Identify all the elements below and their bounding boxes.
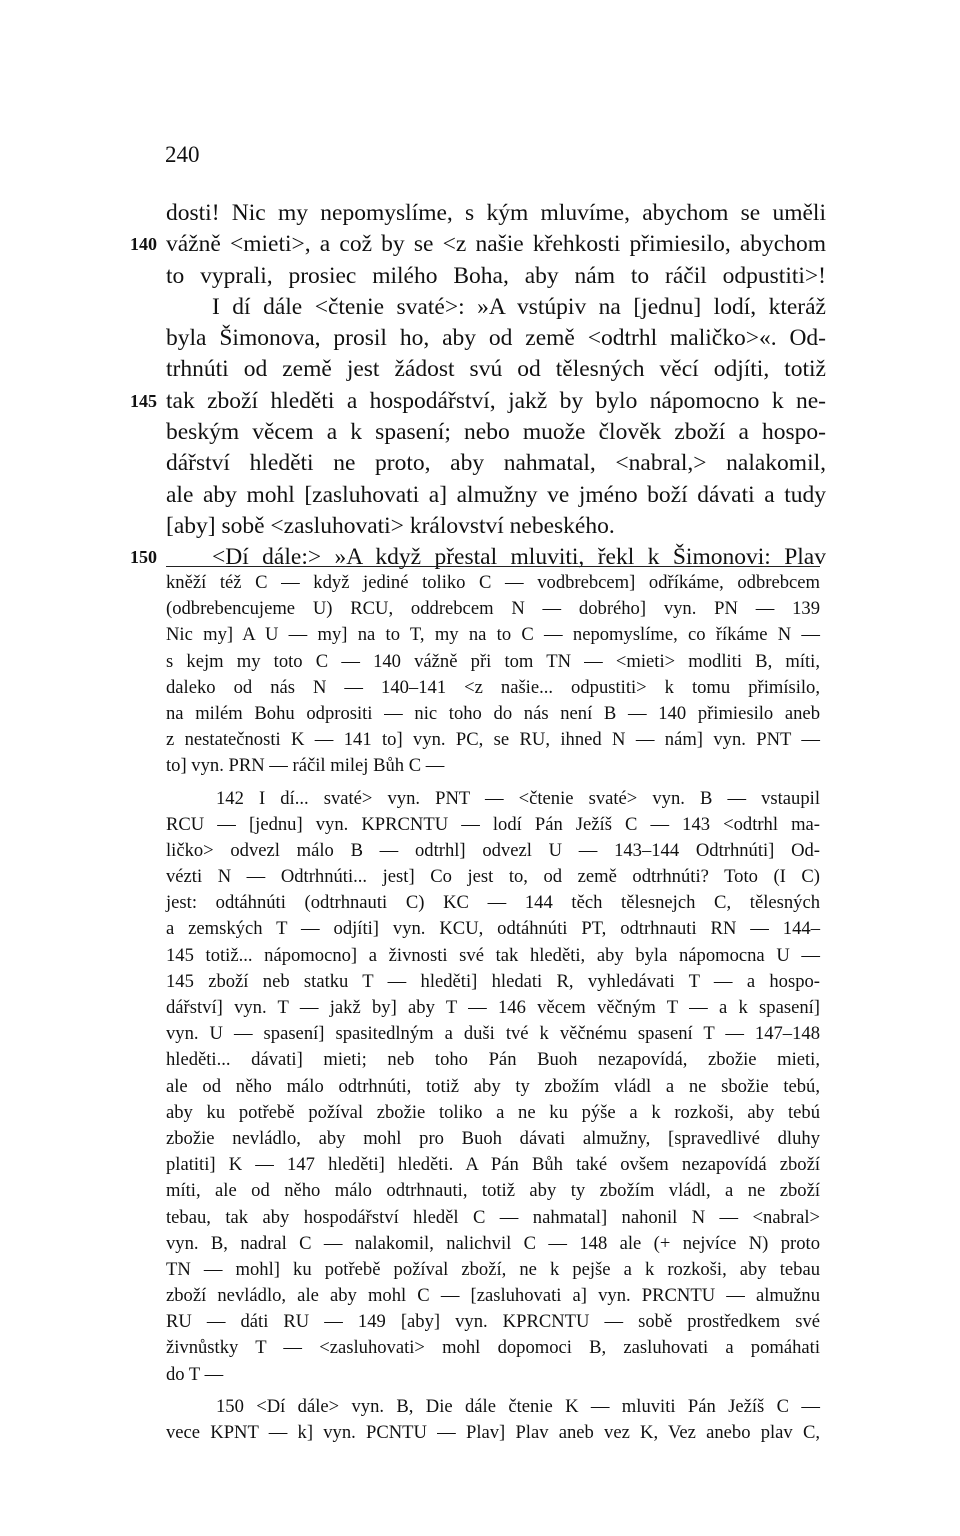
apparatus-line xyxy=(166,1178,820,1204)
apparatus-line xyxy=(166,890,820,916)
text-line xyxy=(130,542,826,573)
apparatus-text: zbožie nevládlo, aby mohl pro Buoh dávati almužny, [spravedlivé dluhy xyxy=(166,1127,820,1149)
apparatus-line xyxy=(166,1394,820,1420)
apparatus-line xyxy=(166,1021,820,1047)
line-text: to vyprali, prosiec milého Boha, aby nám to ráčil odpustiti>! xyxy=(166,262,826,289)
critical-apparatus xyxy=(166,570,820,1446)
apparatus-text: TN — mohl] ku potřebě požíval zboží, ne k pejše a k rozkoši, aby tebau xyxy=(166,1258,820,1280)
text-line xyxy=(166,417,826,448)
line-text: [aby] sobě <zasluhovati> království nebeského. xyxy=(166,512,615,539)
apparatus-text: platiti] K — 147 hleděti] hleděti. A Pán Bůh také ovšem nezapovídá zboží xyxy=(166,1154,820,1176)
apparatus-text: RCU — [jednu] vyn. KPRCNTU — lodí Pán Ježíš C — 143 <odtrhl ma- xyxy=(166,813,820,835)
apparatus-text: z nestatečnosti K — 141 to] vyn. PC, se RU, ihned N — nám] vyn. PNT — xyxy=(166,729,820,751)
apparatus-line xyxy=(166,838,820,864)
apparatus-text: (odbrebencujeme U) RCU, oddrebcem N — dobrého] vyn. PN — 139 xyxy=(166,598,820,620)
text-line xyxy=(166,198,826,229)
apparatus-text: dářství] vyn. T — jakž by] aby T — 146 věcem věčným T — a k spasení] xyxy=(166,997,820,1018)
line-text: I dí dále <čtenie svaté>: »A vstúpiv na [jednu] lodí, kteráž xyxy=(212,293,826,320)
apparatus-text: to] vyn. PRN — ráčil milej Bůh C — xyxy=(166,755,445,777)
apparatus-line xyxy=(166,969,820,995)
apparatus-line xyxy=(166,812,820,838)
apparatus-text: tebau, tak aby hospodářství hleděl C — nahmatal] nahonil N — <nabral> xyxy=(166,1206,820,1228)
apparatus-text: 150 <Dí dále> vyn. B, Die dále čtenie K — mluviti Pán Ježíš C — xyxy=(216,1395,820,1417)
apparatus-text: míti, ale od něho málo odtrhnauti, totiž aby ty zbožím vládl, a ne zboží xyxy=(166,1180,820,1202)
line-text: tak zboží hleděti a hospodářství, jakž by bylo nápomocno k ne- xyxy=(166,387,826,414)
apparatus-text: vézti N — Odtrhnúti... jest] Co jest to, od země odtrhnúti? Toto (I C) xyxy=(166,866,820,888)
line-text: <Dí dále:> »A když přestal mluviti, řekl k Šimonovi: Plav xyxy=(212,544,826,571)
page-number: 240 xyxy=(165,142,200,167)
apparatus-text: živnůstky T — <zasluhovati> mohl dopomoci B, zasluhovati a pomáhati xyxy=(166,1337,820,1359)
apparatus-line xyxy=(166,1335,820,1361)
apparatus-text: ličko> odvezl málo B — odtrhl] odvezl U — 143–144 Odtrhnúti] Od- xyxy=(166,839,820,861)
line-number: 145 xyxy=(130,390,157,411)
apparatus-text: a zemských T — odjíti] vyn. KCU, odtáhnúti PT, odtrhnauti RN — 144– xyxy=(166,918,820,940)
apparatus-text: jest: odtáhnúti (odtrhnauti C) KC — 144 těch tělesnejch C, tělesných xyxy=(166,892,820,914)
text-line xyxy=(166,292,826,323)
apparatus-text: 142 I dí... svaté> vyn. PNT — <čtenie svaté> vyn. B — vstaupil xyxy=(216,787,820,809)
apparatus-line xyxy=(166,1100,820,1126)
apparatus-line xyxy=(166,753,820,779)
main-text-block xyxy=(130,198,826,574)
apparatus-line xyxy=(166,622,820,648)
line-number: 140 xyxy=(130,234,157,255)
text-line xyxy=(130,229,826,260)
text-line xyxy=(166,480,826,511)
apparatus-text: 145 totiž... nápomocno] a živnosti své tak hleděti, aby byla nápomocna U — xyxy=(166,944,820,966)
text-line xyxy=(130,386,826,417)
line-text: vážně <mieti>, a což by se <z našie křehkosti přimiesilo, abychom xyxy=(166,231,826,258)
apparatus-line xyxy=(166,1205,820,1231)
line-text: dářství hleděti ne proto, aby nahmatal, <nabral,> nalakomil, xyxy=(166,450,826,477)
text-line xyxy=(166,511,826,542)
apparatus-line xyxy=(166,649,820,675)
apparatus-text: 145 zboží neb statku T — hleděti] hledati R, vyhledávati T — a hospo- xyxy=(166,970,820,992)
apparatus-line xyxy=(166,995,820,1021)
apparatus-line xyxy=(166,1074,820,1100)
apparatus-line xyxy=(166,1420,820,1446)
apparatus-line xyxy=(166,943,820,969)
text-line xyxy=(166,354,826,385)
apparatus-text: vece KPNT — k] vyn. PCNTU — Plav] Plav aneb vez K, Vez anebo plav C, xyxy=(166,1422,820,1443)
apparatus-text: zboží nevládlo, ale aby mohl C — [zasluhovati a] vyn. PRCNTU — almužnu xyxy=(166,1285,820,1307)
apparatus-line xyxy=(166,1309,820,1335)
apparatus-text: Nic my] A U — my] na to T, my na to C — nepomyslíme, co říkáme N — xyxy=(166,624,820,646)
apparatus-text: aby ku potřebě požíval zbožie toliko a ne ku pýše a k rozkoši, aby tebú xyxy=(166,1101,820,1123)
apparatus-text: daleko od nás N — 140–141 <z našie... odpustiti> k tomu přimísilo, xyxy=(166,676,820,698)
apparatus-line xyxy=(166,675,820,701)
text-line xyxy=(166,261,826,292)
apparatus-text: ale od něho málo odtrhnúti, totiž aby ty zbožím vládl a ne sbožie tebú, xyxy=(166,1075,820,1097)
line-text: ale aby mohl [zasluhovati a] almužny ve jméno boží dávati a tudy xyxy=(166,481,826,508)
apparatus-text: kněží též C — když jediné toliko C — vodbrebcem] odříkáme, odbrebcem xyxy=(166,572,820,593)
apparatus-text: vyn. B, nadral C — nalakomil, nalichvil C — 148 ale (+ nejvíce N) proto xyxy=(166,1232,820,1254)
apparatus-line xyxy=(166,1362,820,1388)
apparatus-line xyxy=(166,1126,820,1152)
apparatus-line xyxy=(166,1047,820,1073)
apparatus-line xyxy=(166,864,820,890)
text-line xyxy=(166,448,826,479)
apparatus-text: do T — xyxy=(166,1363,224,1385)
line-text: byla Šimonova, prosil ho, aby od země <odtrhl maličko>«. Od- xyxy=(166,325,826,352)
line-text: beským věcem a k spasení; nebo muože člověk zboží a hospo- xyxy=(166,419,826,446)
footnote-divider xyxy=(166,566,820,567)
apparatus-text: vyn. U — spasení] spasitedlným a duši tvé k věčnému spasení T — 147–148 xyxy=(166,1023,820,1045)
apparatus-text: hleděti... dávati] mieti; neb toho Pán Buoh nezapovídá, zbožie mieti, xyxy=(166,1049,820,1071)
apparatus-line xyxy=(166,1283,820,1309)
text-line xyxy=(166,323,826,354)
apparatus-line xyxy=(166,596,820,622)
apparatus-line xyxy=(166,570,820,596)
line-number: 150 xyxy=(130,547,157,568)
apparatus-line xyxy=(166,1152,820,1178)
apparatus-text: s kejm my toto C — 140 vážně při tom TN — <mieti> modliti B, míti, xyxy=(166,650,820,672)
apparatus-line xyxy=(166,786,820,812)
apparatus-line xyxy=(166,916,820,942)
apparatus-text: RU — dáti RU — 149 [aby] vyn. KPRCNTU — sobě prostředkem své xyxy=(166,1311,820,1333)
line-text: dosti! Nic my nepomyslíme, s kým mluvíme, abychom se uměli xyxy=(166,200,826,226)
line-text: trhnúti od země jest žádost svú od tělesných věcí odjíti, totiž xyxy=(166,356,826,383)
apparatus-line xyxy=(166,727,820,753)
apparatus-line xyxy=(166,1231,820,1257)
apparatus-text: na milém Bohu odprositi — nic toho do nás není B — 140 přimiesilo aneb xyxy=(166,702,820,724)
apparatus-line xyxy=(166,1257,820,1283)
apparatus-line xyxy=(166,701,820,727)
